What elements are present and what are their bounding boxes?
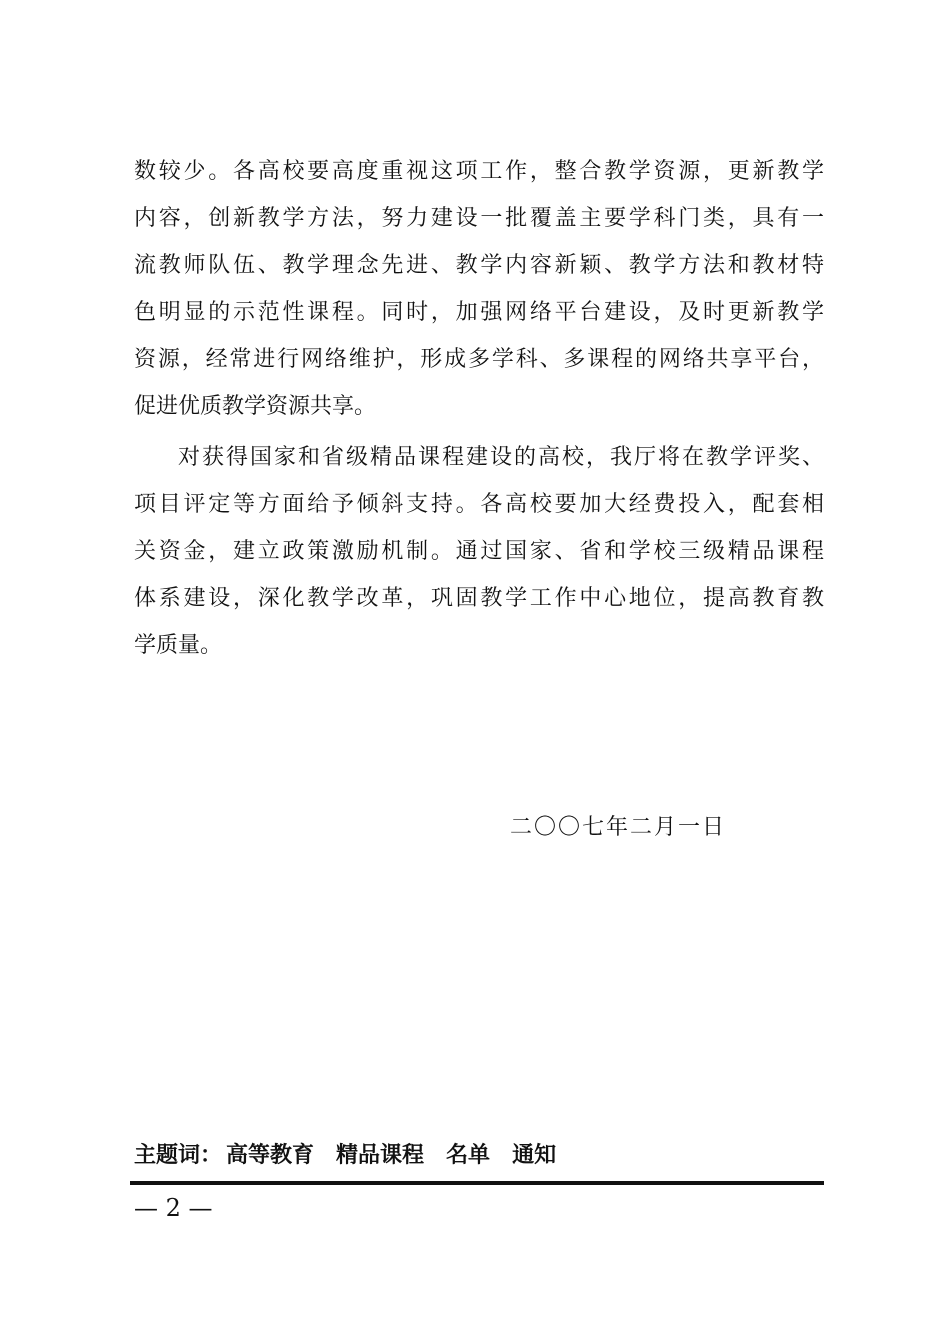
text-line: 色明显的示范性课程。同时，加强网络平台建设，及时更新教学 xyxy=(134,300,824,325)
text-line: 流教师队伍、教学理念先进、教学内容新颖、教学方法和教材特 xyxy=(134,253,824,278)
document-date: 二〇〇七年二月一日 xyxy=(510,815,727,840)
keyword: 通知 xyxy=(512,1143,557,1168)
text-line: 数较少。各高校要高度重视这项工作，整合教学资源，更新教学 xyxy=(134,159,824,184)
paragraph-1 xyxy=(134,148,824,430)
text-line: 内容，创新教学方法，努力建设一批覆盖主要学科门类，具有一 xyxy=(134,206,824,231)
keyword: 精品课程 xyxy=(336,1143,425,1168)
text-line: 项目评定等方面给予倾斜支持。各高校要加大经费投入，配套相 xyxy=(134,492,824,517)
footer-divider xyxy=(130,1181,824,1185)
keyword: 高等教育 xyxy=(226,1143,315,1168)
subject-keywords xyxy=(134,1138,578,1169)
text-line: 对获得国家和省级精品课程建设的高校，我厅将在教学评奖、 xyxy=(178,445,824,470)
text-line: 关资金，建立政策激励机制。通过国家、省和学校三级精品课程 xyxy=(134,539,824,564)
text-line: 学质量。 xyxy=(134,633,223,658)
keyword: 名单 xyxy=(446,1143,491,1168)
text-line: 促进优质教学资源共享。 xyxy=(134,394,377,419)
keywords-label: 主题词： xyxy=(134,1143,223,1168)
body-text xyxy=(134,148,824,669)
text-line: 资源，经常进行网络维护，形成多学科、多课程的网络共享平台， xyxy=(134,347,824,372)
text-line: 体系建设，深化教学改革，巩固教学工作中心地位，提高教育教 xyxy=(134,586,824,611)
paragraph-2 xyxy=(134,434,824,669)
page-number: — 2 — xyxy=(134,1194,213,1222)
